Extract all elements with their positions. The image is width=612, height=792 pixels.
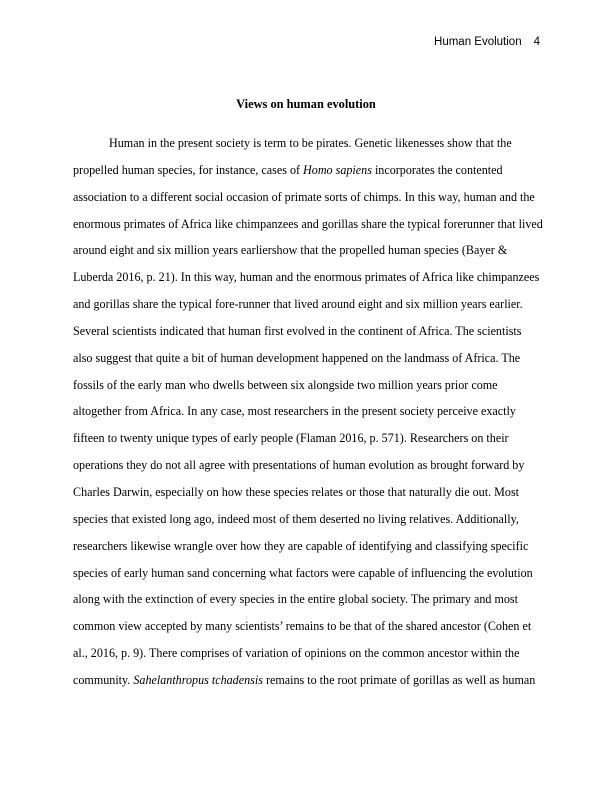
paragraph-line	[73, 323, 543, 350]
text-span: fossils of the early man who dwells between six alongside two million years prior come	[73, 377, 498, 392]
running-header	[434, 36, 540, 48]
text-span: species of early human sand concerning what factors were capable of influencing the evolution	[73, 565, 533, 580]
paragraph-line	[73, 350, 543, 377]
text-span: around eight and six million years earliershow that the propelled human species (Bayer &	[73, 243, 508, 258]
text-span: altogether from Africa. In any case, most researchers in the present society perceive exactly	[73, 404, 516, 419]
paragraph-line	[73, 645, 543, 672]
running-title: Human Evolution	[434, 36, 522, 48]
paragraph-line	[73, 484, 543, 511]
paragraph-line	[73, 403, 543, 430]
paragraph-line	[73, 538, 543, 565]
paragraph-line	[73, 565, 543, 592]
text-span: fifteen to twenty unique types of early people (Flaman 2016, p. 571). Researchers on their	[73, 431, 509, 446]
text-span: and gorillas share the typical fore-runner that lived around eight and six million years earlier.	[73, 297, 523, 312]
text-span: enormous primates of Africa like chimpanzees and gorillas share the typical forerunner that lived	[73, 216, 543, 231]
paragraph-line	[73, 135, 543, 162]
text-span: incorporates the contented	[371, 162, 503, 177]
paragraph-line	[73, 618, 543, 645]
text-span: Several scientists indicated that human first evolved in the continent of Africa. The scientists	[73, 323, 522, 338]
text-span: researchers likewise wrangle over how they are capable of identifying and classifying specific	[73, 538, 529, 553]
paragraph-line	[73, 216, 543, 243]
text-span: along with the extinction of every species in the entire global society. The primary and most	[73, 592, 518, 607]
text-span: Luberda 2016, p. 21). In this way, human and the enormous primates of Africa like chimpanzees	[73, 270, 540, 285]
paragraph-line	[73, 430, 543, 457]
paragraph-line	[73, 162, 543, 189]
text-span: species that existed long ago, indeed most of them deserted no living relatives. Additionally,	[73, 511, 519, 526]
text-span: al., 2016, p. 9). There comprises of variation of opinions on the common ancestor within the	[73, 646, 520, 661]
species-name-italic: Sahelanthropus tchadensis	[133, 672, 263, 687]
text-span: operations they do not all agree with presentations of human evolution as brought forward by	[73, 458, 525, 473]
body-paragraph	[73, 135, 543, 699]
text-span: Charles Darwin, especially on how these species relates or those that naturally die out. Most	[73, 484, 520, 499]
paragraph-line	[73, 591, 543, 618]
section-title: Views on human evolution	[236, 97, 376, 111]
text-span: propelled human species, for instance, cases of	[73, 162, 304, 177]
text-span: association to a different social occasion of primate sorts of chimps. In this way, human and the	[73, 189, 535, 204]
species-name-italic: Homo sapiens	[303, 162, 372, 177]
paragraph-line	[73, 296, 543, 323]
paragraph-line	[73, 269, 543, 296]
paragraph-line	[73, 672, 543, 699]
text-span: community.	[73, 672, 134, 687]
paragraph-line	[73, 511, 543, 538]
paragraph-line	[73, 242, 543, 269]
text-span: remains to the root primate of gorillas as well as human	[262, 672, 536, 687]
text-span: also suggest that quite a bit of human development happened on the landmass of Africa. The	[73, 350, 521, 365]
paragraph-line	[73, 457, 543, 484]
page-number: 4	[533, 36, 540, 48]
paragraph-line	[73, 189, 543, 216]
paragraph-line	[73, 377, 543, 404]
text-span: Human in the present society is term to be pirates. Genetic likenesses show that the	[109, 136, 512, 150]
text-span: common view accepted by many scientists’ remains to be that of the shared ancestor (Cohen et	[73, 619, 532, 634]
